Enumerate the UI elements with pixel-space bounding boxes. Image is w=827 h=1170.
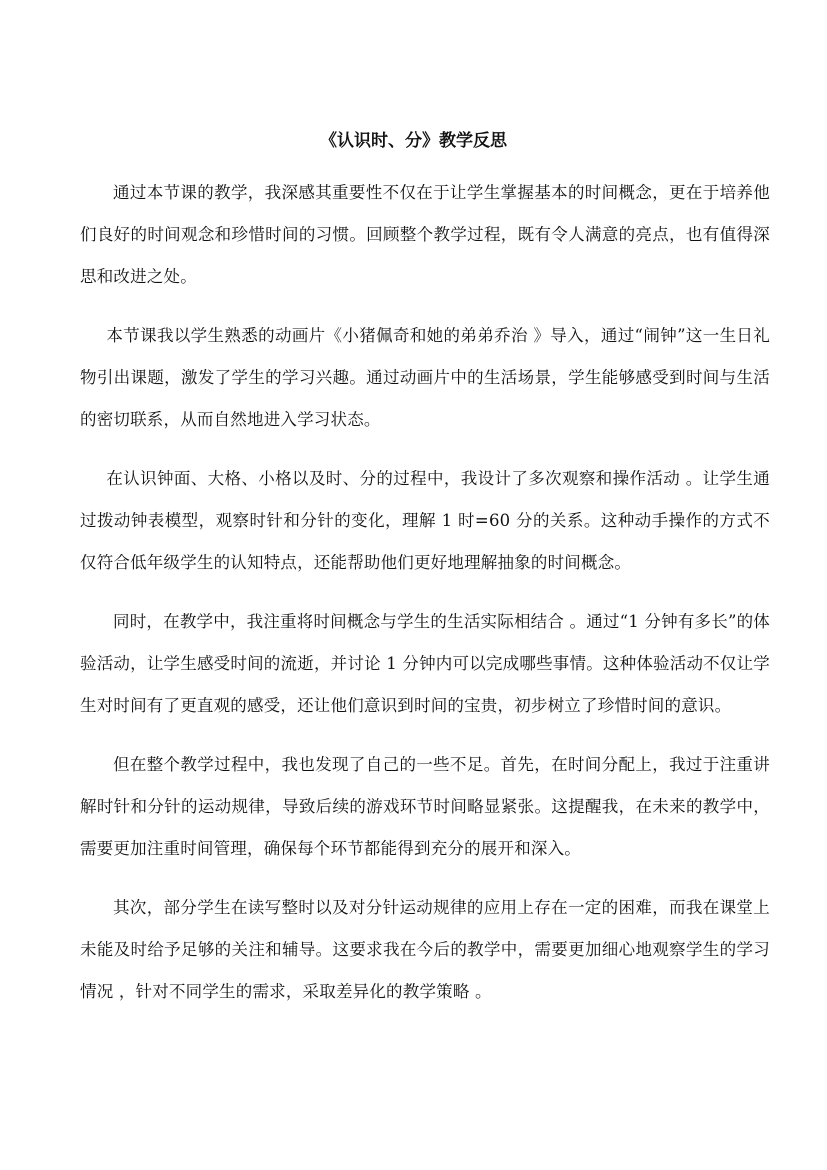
paragraph-5: 但在整个教学过程中，我也发现了自己的一些不足。首先，在时间分配上，我过于注重讲解时针和分针的运动规律，导致后续的游戏环节时间略显紧张。这提醒我，在未来的教学中，需要更加注重时间管理，确保每个环节都能得到充分的展开和深入。 — [80, 755, 770, 858]
paragraph-4: 同时，在教学中，我注重将时间概念与学生的生活实际相结合 。通过“1 分钟有多长”的体验活动，让学生感受时间的流逝，并讨论 1 分钟内可以完成哪些事情。这种体验活动不仅让学生对时间有了更直观的感受，还让他们意识到时间的宝贵，初步树立了珍惜时间的意识。 — [80, 612, 770, 715]
paragraph-2: 本节课我以学生熟悉的动画片《小猪佩奇和她的弟弟乔治 》导入，通过“闹钟”这一生日礼物引出课题，激发了学生的学习兴趣。通过动画片中的生活场景，学生能够感受到时间与生活的密切联系，从而自然地进入学习状态。 — [80, 326, 770, 429]
document-body — [80, 172, 770, 1030]
paragraph-1: 通过本节课的教学，我深感其重要性不仅在于让学生掌握基本的时间概念，更在于培养他们良好的时间观念和珍惜时间的习惯。回顾整个教学过程，既有令人满意的亮点，也有值得深思和改进之处。 — [80, 183, 770, 286]
paragraph-6: 其次，部分学生在读写整时以及对分针运动规律的应用上存在一定的困难，而我在课堂上未能及时给予足够的关注和辅导。这要求我在今后的教学中，需要更加细心地观察学生的学习情况 ，针对不同学生的需求，采取差异化的教学策略 。 — [80, 898, 770, 1001]
document-title: 《认识时、分》教学反思 — [320, 131, 507, 151]
paragraph-3: 在认识钟面、大格、小格以及时、分的过程中，我设计了多次观察和操作活动 。让学生通过拨动钟表模型，观察时针和分针的变化，理解 1 时=60 分的关系。这种动手操作的方式不仅符合低年级学生的认知特点，还能帮助他们更好地理解抽象的时间概念。 — [80, 469, 770, 572]
